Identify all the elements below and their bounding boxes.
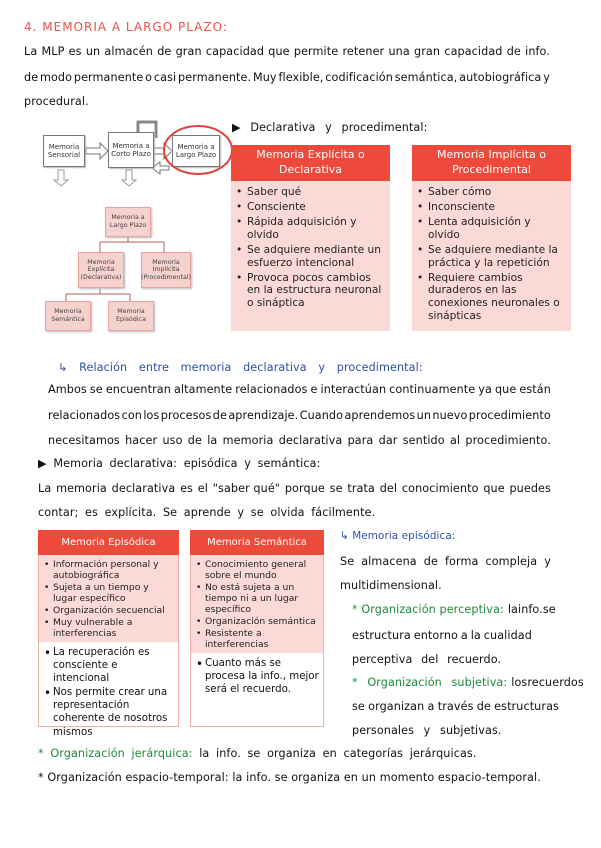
- word: relacionados: [48, 409, 121, 422]
- word: compleja: [485, 555, 538, 568]
- relation-title: ↳ Relación entre memoria declarativa y procedimental:: [58, 361, 423, 374]
- word: procedimiento: [468, 409, 551, 422]
- word: estructura: [352, 629, 411, 642]
- word: organiza: [291, 771, 341, 784]
- word: a: [427, 700, 435, 713]
- semantic-header: Memoria Semántica: [190, 530, 324, 555]
- bullet-item: • Se adquiere mediante un esfuerzo intencional: [233, 244, 384, 270]
- subjective-line-1: [352, 676, 584, 689]
- bullet-item: • Saber qué: [233, 186, 384, 199]
- intro-line-2: [24, 72, 550, 83]
- word: porque: [284, 482, 325, 495]
- bullet-item: • Conocimiento general sobre el mundo: [193, 559, 319, 581]
- word: el: [197, 482, 208, 495]
- bullet-item: • Muy vulnerable a interferencias: [41, 617, 174, 639]
- bullet-item: • Lenta adquisición y olvido: [414, 216, 565, 242]
- subjective-line-3: personales y subjetivas.: [352, 724, 502, 737]
- tree-semantic: Memoria Semántica: [45, 301, 91, 331]
- highlight-circle: [160, 122, 240, 178]
- word: continuamente: [389, 383, 476, 396]
- subjective-line-2: [352, 701, 559, 712]
- word: se: [274, 771, 288, 784]
- relation-line-2: [48, 410, 551, 421]
- word: que: [483, 482, 505, 495]
- word: semántica,: [394, 71, 458, 84]
- hierarchical-text: la info. se organiza en categorías jerárquicas.: [199, 747, 477, 760]
- word: a: [460, 629, 468, 642]
- handwritten-bullet: • Nos permite crear una representación coherente de nosotros mismos: [41, 686, 174, 738]
- episodic-body: [38, 555, 179, 738]
- word: se: [329, 482, 343, 495]
- bullet-item: • Organización secuencial: [41, 605, 174, 616]
- word: del: [379, 482, 398, 495]
- word: los: [511, 676, 528, 689]
- word: recuerdos: [527, 676, 584, 689]
- bottom-line-2: [38, 772, 541, 783]
- word: Ambos: [48, 383, 87, 396]
- tree-root: Memoria a Largo Plazo: [105, 207, 151, 237]
- word: o: [145, 71, 153, 84]
- word: ya: [478, 383, 492, 396]
- section2-line-1: [38, 483, 551, 494]
- bullet-item: • No está sujeta a un tiempo ni a un lugar específico: [193, 582, 319, 615]
- word: Cuando: [299, 409, 344, 422]
- word: modo: [39, 71, 73, 84]
- episodic-typed-area: [39, 555, 178, 642]
- word: la: [507, 603, 518, 616]
- word: de: [157, 45, 172, 58]
- table1-left-header: Memoria Explícita o Declarativa: [231, 145, 390, 181]
- intro-line-3: procedural.: [24, 95, 89, 108]
- word: autobiográfica: [459, 71, 542, 84]
- word: gran: [175, 45, 202, 58]
- word: cualidad: [483, 629, 532, 642]
- episodic-notes-line-1: [340, 556, 551, 567]
- table1-right-list: [414, 186, 565, 323]
- bullet-item: • Consciente: [233, 201, 384, 214]
- flow-box-corto-plazo: Memoria a Corto Plazo: [108, 132, 154, 168]
- perceptive-line-3: perceptiva del recuerdo.: [352, 653, 502, 666]
- word: un: [85, 45, 101, 58]
- word: están: [519, 383, 551, 396]
- word: de: [24, 71, 39, 84]
- relation-line-3: [48, 435, 551, 446]
- word: flexible,: [278, 71, 324, 84]
- subjective-line-1-rest: [511, 677, 584, 688]
- word: permite: [293, 45, 339, 58]
- word: la: [470, 629, 481, 642]
- word: la: [232, 771, 243, 784]
- word: momento: [379, 771, 435, 784]
- bullet-item: • Organización semántica: [193, 616, 319, 627]
- table1-right-header: Memoria Implícita o Procedimental: [412, 145, 571, 181]
- word: se: [542, 603, 556, 616]
- word: La: [24, 45, 38, 58]
- bullet-item: • Provoca pocos cambios en la estructura neuronal o sináptica: [233, 272, 384, 311]
- semantic-body: [190, 555, 324, 727]
- word: procesos: [160, 409, 212, 422]
- word: Se: [340, 555, 355, 568]
- word: conocimiento: [401, 482, 479, 495]
- semantic-list: [193, 559, 319, 650]
- word: La: [38, 482, 52, 495]
- word: y: [544, 555, 551, 568]
- word: dar: [378, 434, 398, 447]
- bullet-item: • Requiere cambios duraderos en las conexiones neuronales o sinápticas: [414, 272, 565, 324]
- word: hacer: [125, 434, 158, 447]
- bullet-item: • Información personal y autobiográfica: [41, 559, 174, 581]
- word: codificación: [325, 71, 393, 84]
- word: nuevo: [432, 409, 468, 422]
- word: con: [121, 409, 142, 422]
- perceptive-line-2: [352, 630, 532, 641]
- word: necesitamos: [48, 434, 120, 447]
- word: espacio-temporal.: [437, 771, 541, 784]
- word: casi: [153, 71, 177, 84]
- word: aprendizaje.: [228, 409, 299, 422]
- word: que: [268, 45, 290, 58]
- word: forma: [444, 555, 479, 568]
- word: al: [449, 434, 461, 447]
- word: MLP: [41, 45, 65, 58]
- word: un: [416, 409, 432, 422]
- word: es: [68, 45, 82, 58]
- flow-box-largo-plazo: Memoria a Largo Plazo: [172, 135, 220, 167]
- word: para: [347, 434, 374, 447]
- word: capacidad: [205, 45, 265, 58]
- tree-implicit: Memoria Implícita (Procedimental): [141, 252, 191, 288]
- table1-left-body: [231, 181, 390, 331]
- episodic-notes-line-2: multidimensional.: [340, 579, 442, 592]
- word: trata: [347, 482, 375, 495]
- word: y: [543, 71, 550, 84]
- word: una: [388, 45, 410, 58]
- tree-explicit: Memoria Explícita (Declarativa): [78, 252, 124, 288]
- bullet-item: • Inconsciente: [414, 201, 565, 214]
- hierarchical-label: * Organización jerárquica:: [38, 747, 193, 760]
- word: memoria: [222, 434, 274, 447]
- word: través: [437, 700, 474, 713]
- word: estructuras: [494, 700, 559, 713]
- word: info.: [517, 603, 543, 616]
- word: de: [476, 700, 491, 713]
- word: de: [423, 555, 438, 568]
- word: procedimiento.: [465, 434, 551, 447]
- word: interactúan: [320, 383, 387, 396]
- bullet-item: • Rápida adquisición y olvido: [233, 216, 384, 242]
- episodic-list: [41, 559, 174, 639]
- word: sentido: [402, 434, 445, 447]
- word: de: [212, 409, 227, 422]
- word: la: [207, 434, 218, 447]
- handwritten-bullet: • La recuperación es consciente e intencional: [41, 646, 174, 685]
- relation-line-1: [48, 384, 551, 395]
- word: uso: [162, 434, 183, 447]
- word: capacidad: [444, 45, 503, 58]
- table1-left-list: [233, 186, 384, 310]
- semantic-typed-area: [191, 555, 323, 653]
- section-episodica-semantica-title: ▶ Memoria declarativa: episódica y semántica:: [38, 457, 321, 470]
- bullet-item: • Saber cómo: [414, 186, 565, 199]
- bullet-item: • Se adquiere mediante la práctica y la repetición: [414, 244, 565, 270]
- perceptive-line-1-rest: [508, 604, 556, 615]
- word: organizan: [368, 700, 425, 713]
- word: permanente.: [178, 71, 252, 84]
- word: relacionados: [235, 383, 308, 396]
- word: en: [343, 771, 359, 784]
- word: encuentran: [105, 383, 171, 396]
- word: "saber qué": [212, 482, 281, 495]
- word: de: [506, 45, 521, 58]
- word: memoria: [56, 482, 107, 495]
- word: espacio-temporal:: [125, 771, 229, 784]
- tree-episodic: Memoria Episódica: [108, 301, 154, 331]
- semantic-hand-list: [193, 657, 319, 696]
- page-title: 4. MEMORIA A LARGO PLAZO:: [24, 20, 228, 34]
- word: un: [361, 771, 377, 784]
- word: almacén: [104, 45, 153, 58]
- word: altamente: [173, 383, 233, 396]
- episodic-hand-list: [41, 646, 174, 738]
- episodic-header: Memoria Episódica: [38, 530, 179, 555]
- perceptive-label: * Organización perceptiva:: [352, 603, 504, 616]
- perceptive-line-1: [352, 603, 556, 616]
- section2-line-2: contar; es explícita. Se aprende y se olvida fácilmente.: [38, 506, 376, 519]
- subjective-label: * Organización subjetiva:: [352, 676, 508, 689]
- word: gran: [414, 45, 441, 58]
- word: aprendemos: [344, 409, 416, 422]
- word: los: [143, 409, 160, 422]
- word: retener: [342, 45, 385, 58]
- word: que: [494, 383, 517, 396]
- word: almacena: [361, 555, 417, 568]
- word: e: [310, 383, 318, 396]
- section-declarativa-title: ▶ Declarativa y procedimental:: [232, 121, 428, 134]
- word: * Organización: [38, 771, 122, 784]
- word: Muy: [252, 71, 277, 84]
- flow-box-sensorial: Memoria Sensorial: [43, 135, 85, 167]
- word: info.: [525, 45, 550, 58]
- intro-line-1: [24, 46, 550, 57]
- word: entorno: [413, 629, 458, 642]
- bottom-line-1: [38, 748, 477, 759]
- bullet-item: • Resistente a interferencias: [193, 628, 319, 650]
- word: info.: [246, 771, 271, 784]
- word: permanente: [73, 71, 144, 84]
- word: puedes: [509, 482, 551, 495]
- word: se: [89, 383, 103, 396]
- word: declarativa: [111, 482, 176, 495]
- bullet-item: • Sujeta a un tiempo y lugar específico: [41, 582, 174, 604]
- word: es: [180, 482, 193, 495]
- episodic-notes-title: ↳ Memoria episódica:: [340, 530, 456, 542]
- table1-right-body: [412, 181, 571, 331]
- handwritten-bullet: • Cuanto más se procesa la info., mejor será el recuerdo.: [193, 657, 319, 696]
- word: declarativa: [278, 434, 343, 447]
- word: se: [352, 700, 365, 713]
- word: de: [187, 434, 202, 447]
